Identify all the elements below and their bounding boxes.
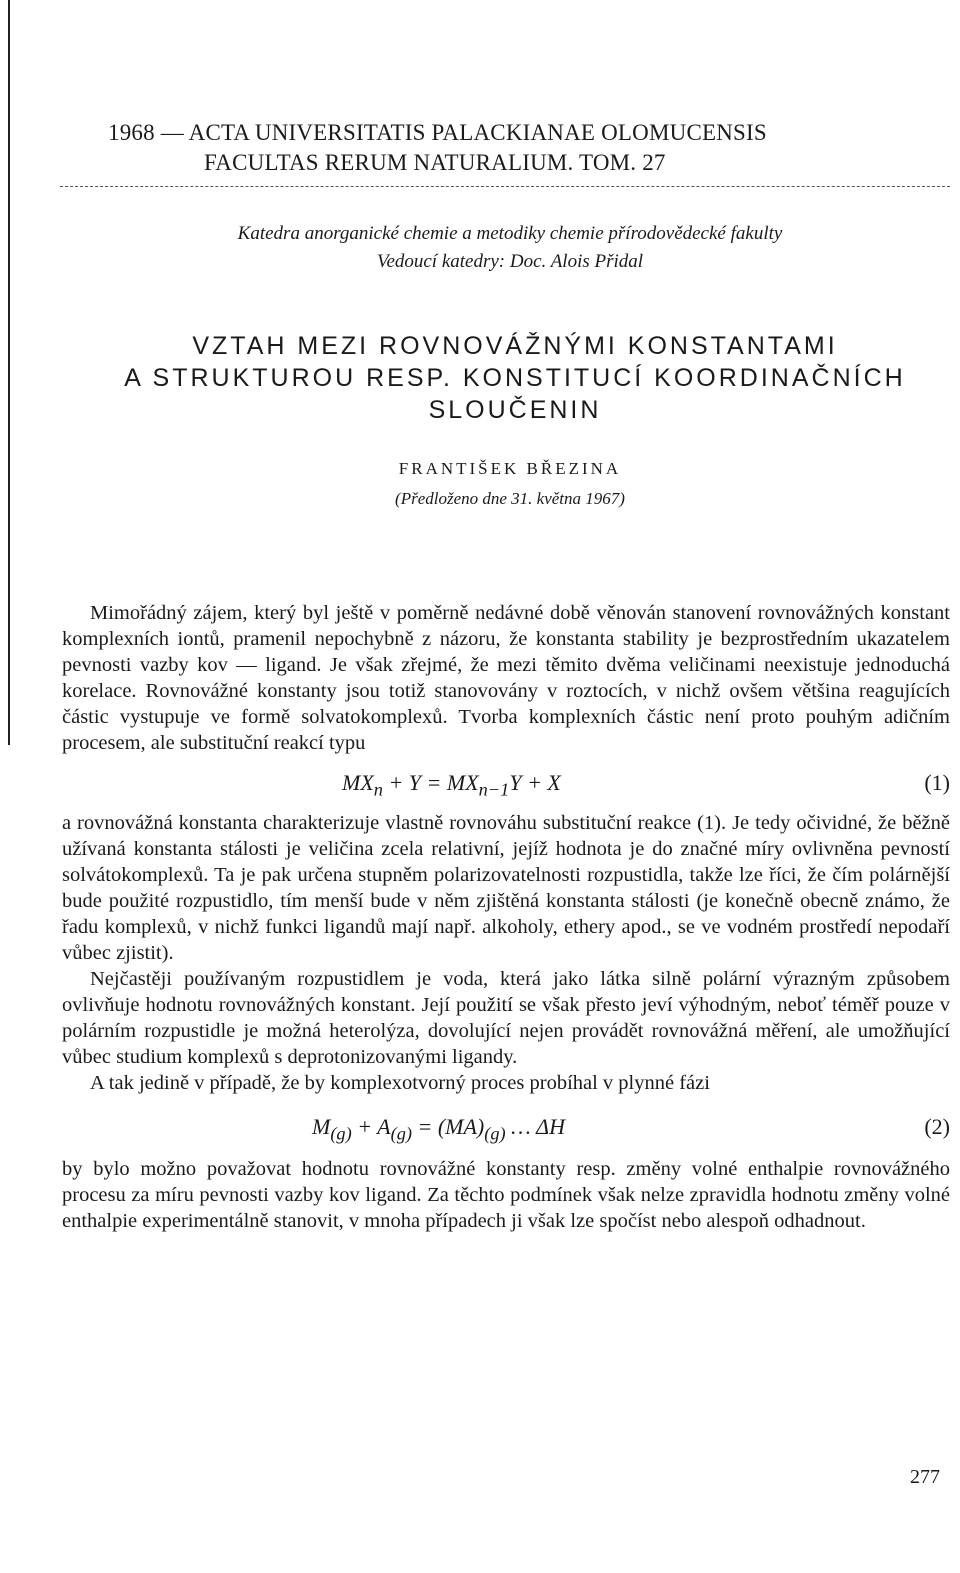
affiliation: [0, 220, 960, 276]
article-title: [0, 330, 960, 426]
paragraph-5: by bylo možno považovat hodnotu rovnovážné konstanty resp. změny volné enthalpie rovnovážného procesu za míru pevnosti vazby kov ligand. Za těchto podmínek však nelze zpravidla hodnotu změny volné enthalpie experimentálně stanovit, v mnoha případech ji však lze spočíst nebo alespoň odhadnout.: [62, 1158, 950, 1232]
title-line-3: SLOUČENIN: [428, 396, 602, 424]
equation-2-expression: $M_{(g)} + A_{(g)} = (MA)_{(g)}$ … ΔH: [312, 1114, 565, 1144]
paragraph-2: a rovnovážná konstanta charakterizuje vlastně rovnováhu substituční reakce (1). Je tedy očividné, že běžně užívaná konstanta stálosti je veličina zcela relativní, jejíž hodnota je do značné míry ovlivněna pevností solvátokomplexů. Ta je pak určena stupněm polarizovatelnosti rozpustidla, takže lze říci, že čím polárnější bude použité rozpustidlo, tím menší bude v něm zjištěná konstanta stálosti (je konečně obecně známo, že řadu komplexů, v nichž funkci ligandů mají např. alkoholy, ethery apod., se ve vodném prostředí nepodaří vůbec zjistit).: [62, 812, 950, 964]
paragraph-1: Mimořádný zájem, který byl ještě v poměrně nedávné době věnován stanovení rovnovážných konstant komplexních iontů, pramenil nepochybně z názoru, že konstanta stability je bezprostředním ukazatelem pevnosti vazby kov — ligand. Je však zřejmé, že mezi těmito dvěma veličinami neexistuje jednoduchá korelace. Rovnovážné konstanty jsou totiž stanovovány v roztocích, v nichž ovšem většina reagujících částic vystupuje ve formě solvatokomplexů. Tvorba komplexních částic není proto pouhým adičním procesem, ale substituční reakcí typu: [62, 602, 950, 754]
author-name: FRANTIŠEK BŘEZINA: [398, 459, 622, 478]
equation-2: [62, 1102, 950, 1154]
equation-2-number: (2): [924, 1114, 950, 1139]
paragraph-4: A tak jedině v případě, že by komplexotvorný proces probíhal v plynné fázi: [90, 1072, 710, 1094]
paragraph-3: Nejčastěji používaným rozpustidlem je voda, která jako látka silně polární výrazným způsobem ovlivňuje hodnotu rovnovážných konstant. Její použití se však přesto jeví výhodným, neboť téměř pouze v polárním rozpustidle je možná heterolýza, dovolující nejen provádět rovnovážná měření, ale umožňující vůbec studium komplexů s deprotonizovanými ligandy.: [62, 968, 950, 1068]
equation-1-expression: $MX_n + Y = MX_{n-1}Y + X$: [342, 770, 561, 800]
title-line-1: VZTAH MEZI ROVNOVÁŽNÝMI KONSTANTAMI: [192, 332, 838, 360]
equation-1: [62, 758, 950, 810]
affiliation-line-1: Katedra anorganické chemie a metodiky chemie přírodovědecké fakulty: [237, 223, 783, 244]
article-body: [62, 600, 950, 1234]
submission-date: (Předloženo dne 31. května 1967): [395, 489, 625, 508]
equation-1-number: (1): [924, 770, 950, 795]
header-rule: [60, 186, 950, 187]
title-line-2: A STRUKTUROU RESP. KONSTITUCÍ KOORDINAČNÍCH: [124, 364, 906, 392]
journal-header: [108, 118, 908, 178]
journal-line-1: 1968 — ACTA UNIVERSITATIS PALACKIANAE OLOMUCENSIS: [108, 120, 767, 145]
page-number: 277: [910, 1466, 940, 1488]
journal-line-2: FACULTAS RERUM NATURALIUM. TOM. 27: [204, 150, 666, 175]
affiliation-line-2: Vedoucí katedry: Doc. Alois Přidal: [376, 251, 644, 272]
